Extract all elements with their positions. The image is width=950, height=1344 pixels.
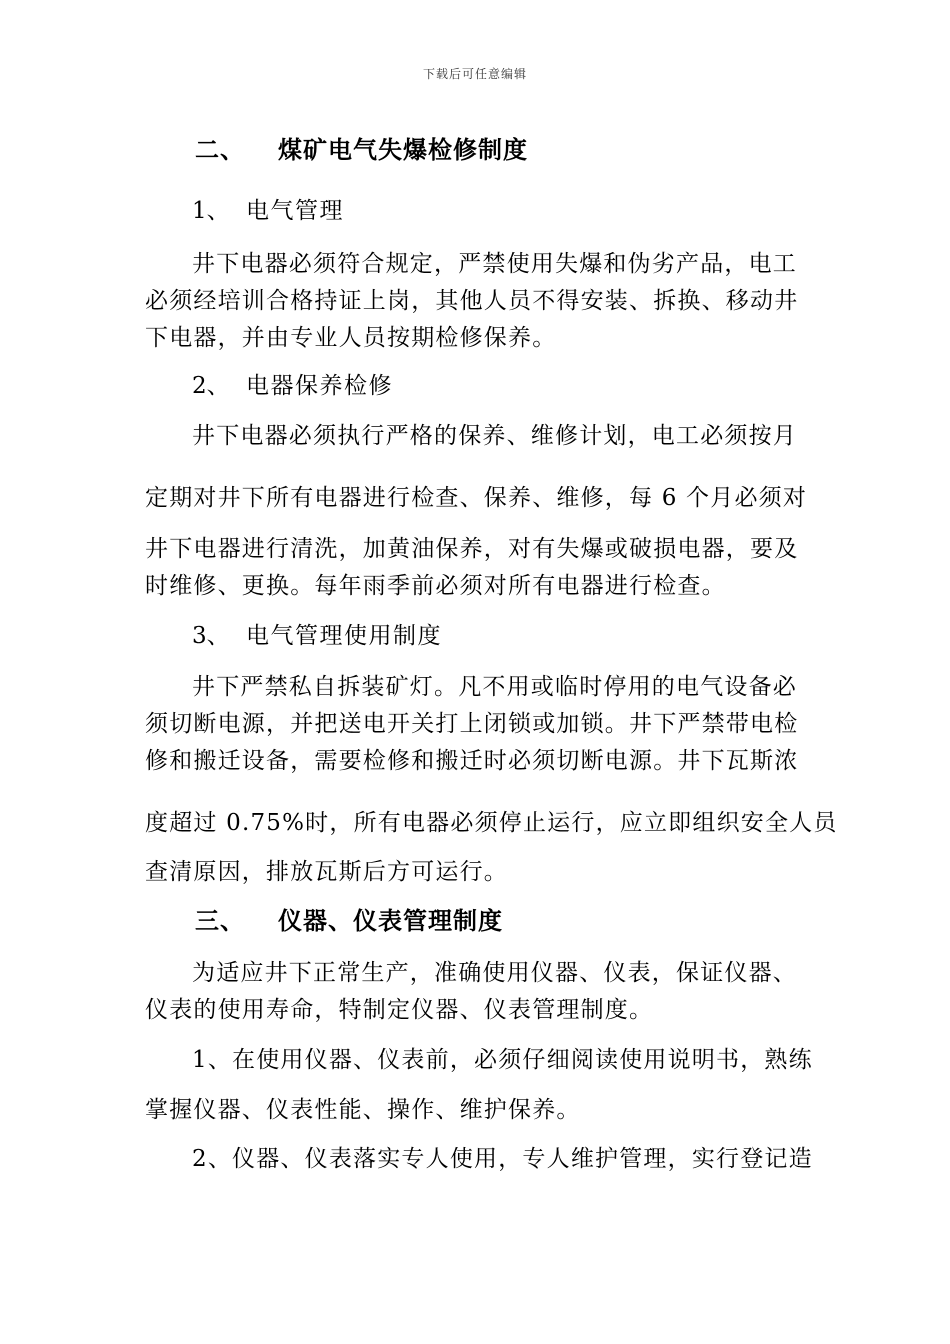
paragraph-line: 时维修、更换。每年雨季前必须对所有电器进行检查。 — [145, 573, 726, 599]
paragraph-line: 为适应井下正常生产，准确使用仪器、仪表，保证仪器、 — [192, 960, 797, 986]
subheading-3 — [192, 621, 442, 651]
section-number: 二、 — [195, 135, 245, 164]
subheading-number: 2、 — [192, 373, 230, 399]
section-number: 三、 — [195, 906, 245, 935]
paragraph-line: 须切断电源，并把送电开关打上闭锁或加锁。井下严禁带电检 — [145, 711, 799, 737]
subheading-2 — [192, 371, 393, 401]
paragraph-line: 井下电器必须执行严格的保养、维修计划，电工必须按月 — [192, 423, 797, 449]
paragraph-line: 修和搬迁设备，需要检修和搬迁时必须切断电源。井下瓦斯浓 — [145, 748, 799, 774]
paragraph-line: 井下电器必须符合规定，严禁使用失爆和伪劣产品，电工 — [192, 251, 797, 277]
paragraph-line: 定期对井下所有电器进行检查、保养、维修，每 6 个月必须对 — [145, 485, 808, 511]
paragraph-line: 2、仪器、仪表落实专人使用，专人维护管理，实行登记造 — [192, 1146, 813, 1172]
section-title: 仪器、仪表管理制度 — [278, 906, 503, 935]
paragraph-line: 掌握仪器、仪表性能、操作、维护保养。 — [145, 1097, 581, 1123]
paragraph-line: 仪表的使用寿命，特制定仪器、仪表管理制度。 — [145, 997, 654, 1023]
paragraph-line: 查清原因，排放瓦斯后方可运行。 — [145, 859, 508, 885]
section-heading-3 — [195, 906, 503, 936]
subheading-number: 3、 — [192, 623, 230, 649]
paragraph-line: 井下电器进行清洗，加黄油保养，对有失爆或破损电器，要及 — [145, 536, 799, 562]
page-header: 下载后可任意编辑 — [422, 67, 527, 81]
paragraph-line: 度超过 0.75%时，所有电器必须停止运行，应立即组织安全人员 — [145, 810, 838, 836]
section-heading-2 — [195, 135, 528, 165]
paragraph-line: 下电器，并由专业人员按期检修保养。 — [145, 325, 557, 351]
subheading-title: 电器保养检修 — [246, 373, 393, 399]
subheading-number: 1、 — [192, 198, 230, 224]
section-title: 煤矿电气失爆检修制度 — [278, 135, 528, 164]
subheading-1 — [192, 196, 344, 226]
subheading-title: 电气管理 — [246, 198, 344, 224]
paragraph-line: 1、在使用仪器、仪表前，必须仔细阅读使用说明书，熟练 — [192, 1047, 813, 1073]
paragraph-line: 井下严禁私自拆装矿灯。凡不用或临时停用的电气设备必 — [192, 674, 797, 700]
subheading-title: 电气管理使用制度 — [246, 623, 442, 649]
paragraph-line: 必须经培训合格持证上岗，其他人员不得安装、拆换、移动井 — [145, 288, 799, 314]
